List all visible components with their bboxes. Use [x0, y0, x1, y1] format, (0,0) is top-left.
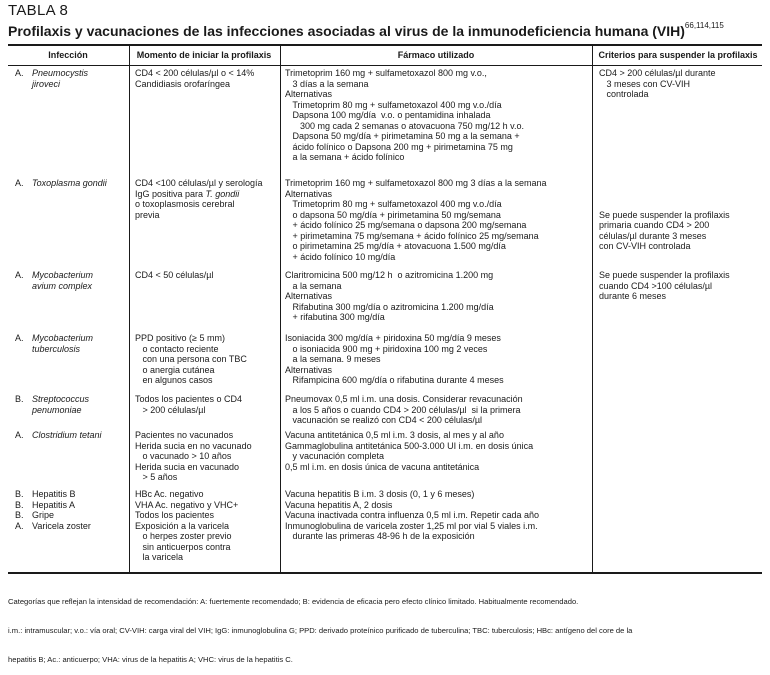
drug-line: Inmunoglobulina de varicela zoster 1,25 ml por vial 5 viales i.m. — [285, 520, 538, 531]
header-infection: Infección — [48, 50, 88, 60]
header-drug: Fármaco utilizado — [397, 50, 475, 60]
drug-line: Gammaglobulina antitetánica 500-3.000 UI i.m. en dosis única — [285, 440, 534, 451]
infection-grade: A. — [15, 520, 24, 531]
start-criteria-line: en algunos casos — [135, 375, 213, 385]
infection-name: tuberculosis — [32, 343, 81, 354]
drug-line: Trimetoprim 160 mg + sulfametoxazol 800 mg v.o., — [285, 68, 487, 78]
infection-name: Gripe — [32, 510, 55, 520]
drug-line: Alternativas — [285, 364, 333, 375]
start-criteria-line: IgG positiva para T. gondii — [135, 188, 240, 199]
footnote-line: Categorías que reflejan la intensidad de recomendación: A: fuertemente recomendado; B: evidencia de eficacia pero efecto clínico limitado. Habitualmente recomendado. — [8, 596, 579, 606]
drug-line: o pirimetamina 25 mg/día + atovacuona 1.500 mg/día — [285, 241, 506, 251]
drug-line: Claritromicina 500 mg/12 h o azitromicina 1.200 mg — [285, 270, 494, 280]
start-criteria-line: Exposición a la varicela — [135, 520, 230, 531]
start-criteria-line: > 200 células/µl — [135, 404, 206, 415]
infection-name: avium complex — [32, 280, 93, 291]
stop-criteria-line: CD4 > 200 células/µl durante — [599, 68, 716, 78]
drug-line: y vacunación completa — [285, 451, 385, 461]
start-criteria-line: Pacientes no vacunados — [135, 430, 234, 440]
drug-line: a los 5 años o cuando CD4 > 200 células/µl si la primera — [285, 404, 521, 415]
footnote-line: hepatitis B; Ac.: anticuerpo; VHA: virus de la hepatitis A; VHC: virus de la hepatitis C. — [8, 655, 293, 665]
infection-name: Mycobacterium — [32, 270, 94, 280]
drug-line: + pirimetamina 75 mg/semana + ácido folínico 25 mg/semana — [285, 230, 539, 241]
table-bottom-rule — [8, 572, 762, 574]
start-criteria-line: con una persona con TBC — [135, 354, 247, 364]
header-start: Momento de iniciar la profilaxis — [136, 50, 272, 60]
stop-criteria-line: Se puede suspender la profilaxis — [599, 270, 730, 280]
infection-name: Clostridium tetani — [32, 430, 102, 440]
start-criteria-line: o contacto reciente — [135, 343, 219, 354]
infection-grade: A. — [15, 270, 24, 280]
drug-line: Trimetoprim 80 mg + sulfametoxazol 400 mg v.o./día — [285, 99, 502, 110]
drug-line: 0,5 ml i.m. en dosis única de vacuna antitetánica — [285, 461, 480, 472]
start-criteria-line: o herpes zoster previo — [135, 531, 232, 541]
infection-grade: B. — [15, 489, 24, 499]
drug-line: Vacuna hepatitis B i.m. 3 dosis (0, 1 y 6 meses) — [285, 489, 475, 499]
table-label: TABLA 8 — [8, 2, 69, 19]
start-criteria-line: la varicela — [135, 552, 184, 562]
drug-line: Rifabutina 300 mg/día o azitromicina 1.200 mg/día — [285, 301, 494, 312]
drug-line: Vacuna inactivada contra influenza 0,5 ml i.m. Repetir cada año — [285, 510, 539, 520]
drug-line: Trimetoprim 160 mg + sulfametoxazol 800 mg 3 días a la semana — [285, 178, 547, 188]
drug-line: a la semana + ácido folínico — [285, 152, 405, 162]
drug-line: vacunación se realizó con CD4 < 200 células/µl — [285, 415, 483, 425]
infection-name: Mycobacterium — [32, 333, 94, 343]
table-top-rule — [8, 44, 762, 46]
species-name: T. gondii — [205, 188, 240, 199]
column-divider — [129, 44, 130, 574]
drug-line: Dapsona 100 mg/día v.o. o pentamidina inhalada — [285, 110, 491, 120]
start-criteria-line: Todos los pacientes o CD4 — [135, 394, 243, 404]
drug-line: a la semana — [285, 280, 342, 291]
infection-name: jiroveci — [32, 78, 61, 89]
infection-grade: B. — [15, 394, 24, 404]
infection-name: Hepatitis A — [32, 499, 76, 510]
drug-line: durante las primeras 48-96 h de la exposición — [285, 531, 475, 541]
drug-line: 300 mg cada 2 semanas o atovacuona 750 mg/12 h v.o. — [285, 120, 524, 131]
start-criteria-line: VHA Ac. negativo y VHC+ — [135, 499, 239, 510]
title-references: 66,114,115 — [684, 21, 724, 30]
infection-name: Streptococcus — [32, 394, 90, 404]
table-title — [8, 23, 724, 39]
start-criteria-line: previa — [135, 209, 160, 220]
start-criteria-line: o vacunado > 10 años — [135, 451, 232, 461]
drug-line: Alternativas — [285, 188, 333, 199]
stop-criteria-line: cuando CD4 >100 células/µl — [599, 280, 713, 291]
infection-grade: A. — [15, 333, 24, 343]
drug-line: Dapsona 50 mg/día + pirimetamina 50 mg a la semana + — [285, 131, 520, 141]
start-criteria-line: CD4 <100 células/µl y serología — [135, 178, 263, 188]
drug-line: + rifabutina 300 mg/día — [285, 312, 385, 322]
infection-grade: B. — [15, 499, 24, 510]
drug-line: + ácido folínico 25 mg/semana o dapsona 200 mg/semana — [285, 220, 527, 230]
footnote-line: i.m.: intramuscular; v.o.: vía oral; CV-VIH: carga viral del VIH; IgG: inmunoglobulina G; PPD: derivado proteínico purificado de tuberculina; TBC: tuberculosis; HBc: antígeno del core de la — [8, 625, 633, 635]
drug-line: a la semana. 9 meses — [285, 354, 381, 364]
start-criteria-line: sin anticuerpos contra — [135, 541, 231, 552]
infection-name: Toxoplasma gondii — [32, 178, 107, 188]
drug-line: 3 días a la semana — [285, 78, 369, 89]
drug-line: ácido folínico o Dapsona 200 mg + pirimetamina 75 mg — [285, 141, 513, 152]
start-criteria-line: o toxoplasmosis cerebral — [135, 199, 235, 209]
drug-line: Alternativas — [285, 89, 333, 99]
column-divider — [592, 44, 593, 574]
infection-name: Hepatitis B — [32, 489, 76, 499]
start-criteria-line: o anergia cutánea — [135, 364, 215, 375]
start-criteria-line: Candidiasis orofaríngea — [135, 78, 231, 89]
infection-grade: A. — [15, 430, 24, 440]
drug-line: Pneumovax 0,5 ml i.m. una dosis. Considerar revacunación — [285, 394, 523, 404]
drug-line: o dapsona 50 mg/día + pirimetamina 50 mg/semana — [285, 209, 501, 220]
drug-line: Rifampicina 600 mg/día o rifabutina durante 4 meses — [285, 375, 504, 385]
title-text: Profilaxis y vacunaciones de las infecciones asociadas al virus de la inmunodeficiencia humana (VIH) — [8, 23, 685, 39]
infection-name: Pneumocystis — [32, 68, 89, 78]
stop-criteria-line: primaria cuando CD4 > 200 — [599, 220, 710, 230]
start-criteria-line: CD4 < 50 células/µl — [135, 270, 214, 280]
start-criteria-line: Herida sucia en vacunado — [135, 461, 240, 472]
drug-line: Isoniacida 300 mg/día + piridoxina 50 mg/día 9 meses — [285, 333, 501, 343]
drug-line: o isoniacida 900 mg + piridoxina 100 mg 2 veces — [285, 343, 488, 354]
header-stop: Criterios para suspender la profilaxis — [598, 50, 758, 60]
drug-line: Vacuna antitetánica 0,5 ml i.m. 3 dosis, al mes y al año — [285, 430, 504, 440]
infection-grade: A. — [15, 68, 24, 78]
infection-name: penumoniae — [32, 404, 82, 415]
start-criteria-line: Herida sucia en no vacunado — [135, 440, 252, 451]
column-divider — [280, 44, 281, 574]
start-criteria-line: CD4 < 200 células/µl o < 14% — [135, 68, 255, 78]
start-criteria-line: Todos los pacientes — [135, 510, 215, 520]
infection-name: Varicela zoster — [32, 520, 91, 531]
stop-criteria-line: controlada — [599, 89, 649, 99]
drug-line: Trimetoprim 80 mg + sulfametoxazol 400 mg v.o./día — [285, 199, 502, 209]
stop-criteria-line: 3 meses con CV-VIH — [599, 78, 691, 89]
stop-criteria-line: Se puede suspender la profilaxis — [599, 209, 730, 220]
drug-line: Vacuna hepatitis A, 2 dosis — [285, 499, 393, 510]
table-footnote — [8, 577, 764, 675]
infection-grade: A. — [15, 178, 24, 188]
header-rule — [8, 65, 762, 66]
infection-grade: B. — [15, 510, 24, 520]
stop-criteria-line: células/µl durante 3 meses — [599, 230, 707, 241]
drug-line: Alternativas — [285, 291, 333, 301]
drug-line: + ácido folínico 10 mg/día — [285, 251, 396, 262]
start-criteria-line: PPD positivo (≥ 5 mm) — [135, 333, 225, 343]
start-criteria-line: > 5 años — [135, 472, 178, 482]
start-criteria-line: HBc Ac. negativo — [135, 489, 204, 499]
stop-criteria-line: con CV-VIH controlada — [599, 241, 691, 251]
stop-criteria-line: durante 6 meses — [599, 291, 667, 301]
